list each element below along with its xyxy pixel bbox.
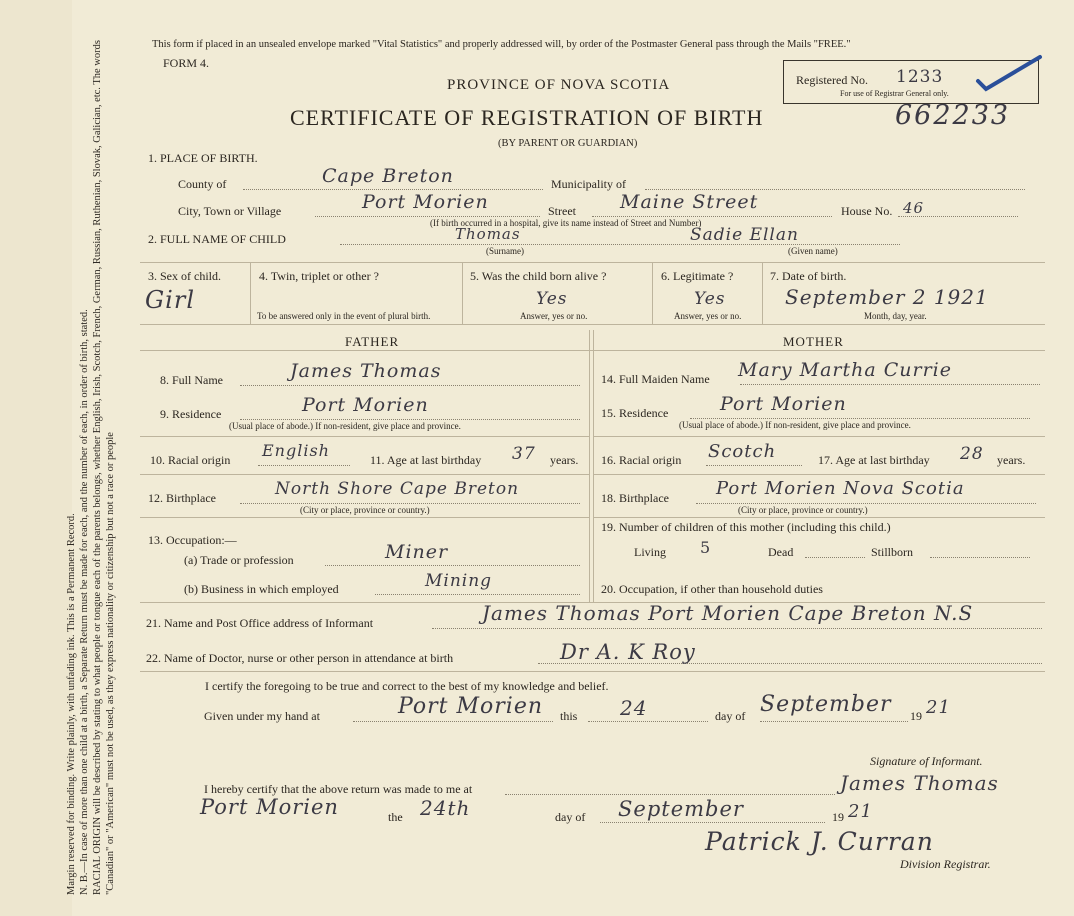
city-label: City, Town or Village xyxy=(178,204,282,218)
stillborn-label: Stillborn xyxy=(871,545,914,559)
divider xyxy=(593,330,594,602)
certificate-number: 662233 xyxy=(895,100,1011,131)
child-name-line xyxy=(340,244,900,245)
trade-label: (a) Trade or profession xyxy=(184,553,294,567)
father-residence-value: Port Morien xyxy=(302,394,429,416)
mother-residence-label: 15. Residence xyxy=(601,406,669,420)
registration-box xyxy=(783,60,1039,104)
divider xyxy=(762,262,763,324)
county-value: Cape Breton xyxy=(322,165,454,187)
by-parent-note: (BY PARENT OR GUARDIAN) xyxy=(498,138,638,149)
return-month-value: September xyxy=(618,797,744,821)
division-registrar-caption: Division Registrar. xyxy=(900,857,991,871)
children-count-label: 19. Number of children of this mother (including this child.) xyxy=(601,520,891,534)
registered-number: 1233 xyxy=(896,67,944,87)
given-place-line xyxy=(353,721,553,722)
mother-city-caption: (City or place, province or country.) xyxy=(738,505,868,515)
mother-maiden-line xyxy=(740,384,1040,385)
father-residence-label: 9. Residence xyxy=(160,407,222,421)
return-month-line xyxy=(600,822,825,823)
divider xyxy=(593,436,1045,437)
birth-date-value: September 2 1921 xyxy=(785,285,989,309)
divider xyxy=(140,474,589,475)
mother-years-label: years. xyxy=(997,453,1026,467)
divider xyxy=(652,262,653,324)
business-label: (b) Business in which employed xyxy=(184,582,339,596)
father-age-value: 37 xyxy=(512,444,536,464)
margin-note-3: RACIAL ORIGIN will be described by stating to what people or tongue each of the parents belongs, whether English, Irish, Scotch, French, German, Russian, Ruthenian, Slovak, Galician, etc. The words "Canadian" or "American" must not be used, as they express nationality or citizenship but not a race or people xyxy=(92,40,116,895)
given-place-value: Port Morien xyxy=(398,694,544,719)
birth-date-label: 7. Date of birth. xyxy=(770,269,847,283)
business-value: Mining xyxy=(425,571,493,591)
father-age-label: 11. Age at last birthday xyxy=(370,453,482,467)
given-month-value: September xyxy=(760,692,892,717)
born-alive-caption: Answer, yes or no. xyxy=(520,311,588,321)
trade-value: Miner xyxy=(385,541,449,563)
this-label: this xyxy=(560,709,578,723)
return-day-value: 24th xyxy=(420,796,471,820)
given-day-value: 24 xyxy=(620,696,648,720)
county-line xyxy=(243,189,543,190)
living-value: 5 xyxy=(700,538,712,557)
mother-racial-line xyxy=(706,465,802,466)
living-label: Living xyxy=(634,545,666,559)
city-line xyxy=(315,216,540,217)
city-value: Port Morien xyxy=(362,191,489,213)
mother-residence-line xyxy=(690,418,1030,419)
dead-label: Dead xyxy=(768,545,794,559)
divider xyxy=(250,262,251,324)
certify-statement: I certify the foregoing to be true and correct to the best of my knowledge and belief. xyxy=(205,679,609,693)
mother-racial-value: Scotch xyxy=(708,441,777,462)
form-number: FORM 4. xyxy=(163,56,210,70)
return-year-label: 19 xyxy=(832,810,844,824)
given-year-label: 19 xyxy=(910,709,922,723)
given-day-line xyxy=(588,721,708,722)
dead-line xyxy=(805,557,865,558)
mother-maiden-value: Mary Martha Currie xyxy=(738,359,953,381)
given-name-caption: (Given name) xyxy=(788,246,838,256)
father-birthplace-label: 12. Birthplace xyxy=(148,491,216,505)
father-residence-line xyxy=(240,419,580,420)
birth-date-caption: Month, day, year. xyxy=(864,311,927,321)
mother-birthplace-label: 18. Birthplace xyxy=(601,491,669,505)
born-alive-label: 5. Was the child born alive ? xyxy=(470,269,607,283)
given-year-value: 21 xyxy=(926,697,951,718)
mother-heading: MOTHER xyxy=(783,334,844,349)
return-day-of-label: day of xyxy=(555,810,586,824)
father-city-caption: (City or place, province or country.) xyxy=(300,505,430,515)
return-place-value: Port Morien xyxy=(200,795,339,819)
mother-occupation-label: 20. Occupation, if other than household duties xyxy=(601,582,823,596)
father-name-label: 8. Full Name xyxy=(160,373,223,387)
margin-notes xyxy=(65,35,135,895)
business-line xyxy=(375,594,580,595)
registrar-signature: Patrick J. Curran xyxy=(705,827,934,856)
father-name-value: James Thomas xyxy=(290,360,442,382)
return-year-value: 21 xyxy=(848,801,873,822)
twin-note: To be answered only in the event of plural birth. xyxy=(257,311,431,321)
sex-value: Girl xyxy=(145,286,195,314)
legitimate-caption: Answer, yes or no. xyxy=(674,311,742,321)
registered-label: Registered No. xyxy=(796,73,868,87)
mother-maiden-label: 14. Full Maiden Name xyxy=(601,372,710,386)
return-made-line xyxy=(505,794,835,795)
occupation-label: 13. Occupation:— xyxy=(148,533,237,547)
mother-birthplace-line xyxy=(696,503,1036,504)
mother-abode-note: (Usual place of abode.) If non-resident, give place and province. xyxy=(679,420,911,430)
mother-birthplace-value: Port Morien Nova Scotia xyxy=(716,478,965,499)
street-line xyxy=(592,216,832,217)
father-heading: FATHER xyxy=(345,334,400,349)
informant-line xyxy=(432,628,1042,629)
sex-label: 3. Sex of child. xyxy=(148,269,221,283)
legitimate-label: 6. Legitimate ? xyxy=(661,269,734,283)
child-given-name-value: Sadie Ellan xyxy=(690,225,799,245)
registrar-use-note: For use of Registrar General only. xyxy=(840,89,949,98)
informant-signature: James Thomas xyxy=(840,771,999,795)
street-value: Maine Street xyxy=(620,191,759,213)
child-surname-value: Thomas xyxy=(455,225,521,243)
twin-label: 4. Twin, triplet or other ? xyxy=(259,269,379,283)
divider xyxy=(593,517,1045,518)
house-no-value: 46 xyxy=(903,199,925,217)
divider xyxy=(593,474,1045,475)
legitimate-value: Yes xyxy=(694,289,726,309)
return-made-statement: I hereby certify that the above return was made to me at xyxy=(204,782,473,796)
province-heading: PROVINCE OF NOVA SCOTIA xyxy=(447,77,671,93)
surname-caption: (Surname) xyxy=(486,246,524,256)
binding-margin xyxy=(0,0,116,916)
postal-notice: This form if placed in an unsealed envelope marked "Vital Statistics" and properly addressed will, by order of the Postmaster General pass through the Mails "FREE." xyxy=(152,39,851,50)
certificate-title: CERTIFICATE OF REGISTRATION OF BIRTH xyxy=(290,105,764,130)
born-alive-value: Yes xyxy=(536,289,568,309)
mother-racial-label: 16. Racial origin xyxy=(601,453,682,467)
municipality-line xyxy=(645,189,1025,190)
father-racial-value: English xyxy=(262,441,330,460)
informant-signature-caption: Signature of Informant. xyxy=(870,754,983,768)
informant-label: 21. Name and Post Office address of Informant xyxy=(146,616,374,630)
mother-age-label: 17. Age at last birthday xyxy=(818,453,930,467)
the-label: the xyxy=(388,810,403,824)
father-racial-label: 10. Racial origin xyxy=(150,453,231,467)
given-month-line xyxy=(760,721,908,722)
father-birthplace-line xyxy=(240,503,580,504)
given-under-label: Given under my hand at xyxy=(204,709,320,723)
father-racial-line xyxy=(258,465,350,466)
stillborn-line xyxy=(930,557,1030,558)
father-name-line xyxy=(240,385,580,386)
county-label: County of xyxy=(178,177,227,191)
doctor-label: 22. Name of Doctor, nurse or other person in attendance at birth xyxy=(146,651,454,665)
divider xyxy=(140,436,589,437)
divider xyxy=(140,262,1045,263)
mother-age-value: 28 xyxy=(960,444,984,464)
divider xyxy=(462,262,463,324)
father-abode-note: (Usual place of abode.) If non-resident, give place and province. xyxy=(229,421,461,431)
doctor-value: Dr A. K Roy xyxy=(560,640,696,664)
margin-note-2: N. B.—In case of more than one child at a birth, a Separate Return must be made for each, and the number of each, in order of birth, stated. xyxy=(79,309,90,895)
house-no-label: House No. xyxy=(841,204,893,218)
divider xyxy=(140,324,1045,325)
check-mark-icon xyxy=(974,53,1044,93)
informant-value: James Thomas Port Morien Cape Breton N.S xyxy=(482,601,974,625)
street-label: Street xyxy=(548,204,576,218)
hospital-note: (If birth occurred in a hospital, give its name instead of Street and Number) xyxy=(430,218,702,228)
divider xyxy=(140,517,589,518)
father-years-label: years. xyxy=(550,453,579,467)
municipality-label: Municipality of xyxy=(551,177,626,191)
divider xyxy=(140,671,1045,672)
divider xyxy=(589,330,590,602)
margin-note-1: Margin reserved for binding. Write plainly, with unfading ink. This is a Permanent Record. xyxy=(66,513,77,895)
trade-line xyxy=(325,565,580,566)
place-of-birth-label: 1. PLACE OF BIRTH. xyxy=(148,151,258,165)
mother-residence-value: Port Morien xyxy=(720,393,847,415)
father-birthplace-value: North Shore Cape Breton xyxy=(275,479,520,499)
day-of-label: day of xyxy=(715,709,746,723)
child-name-label: 2. FULL NAME OF CHILD xyxy=(148,232,286,246)
